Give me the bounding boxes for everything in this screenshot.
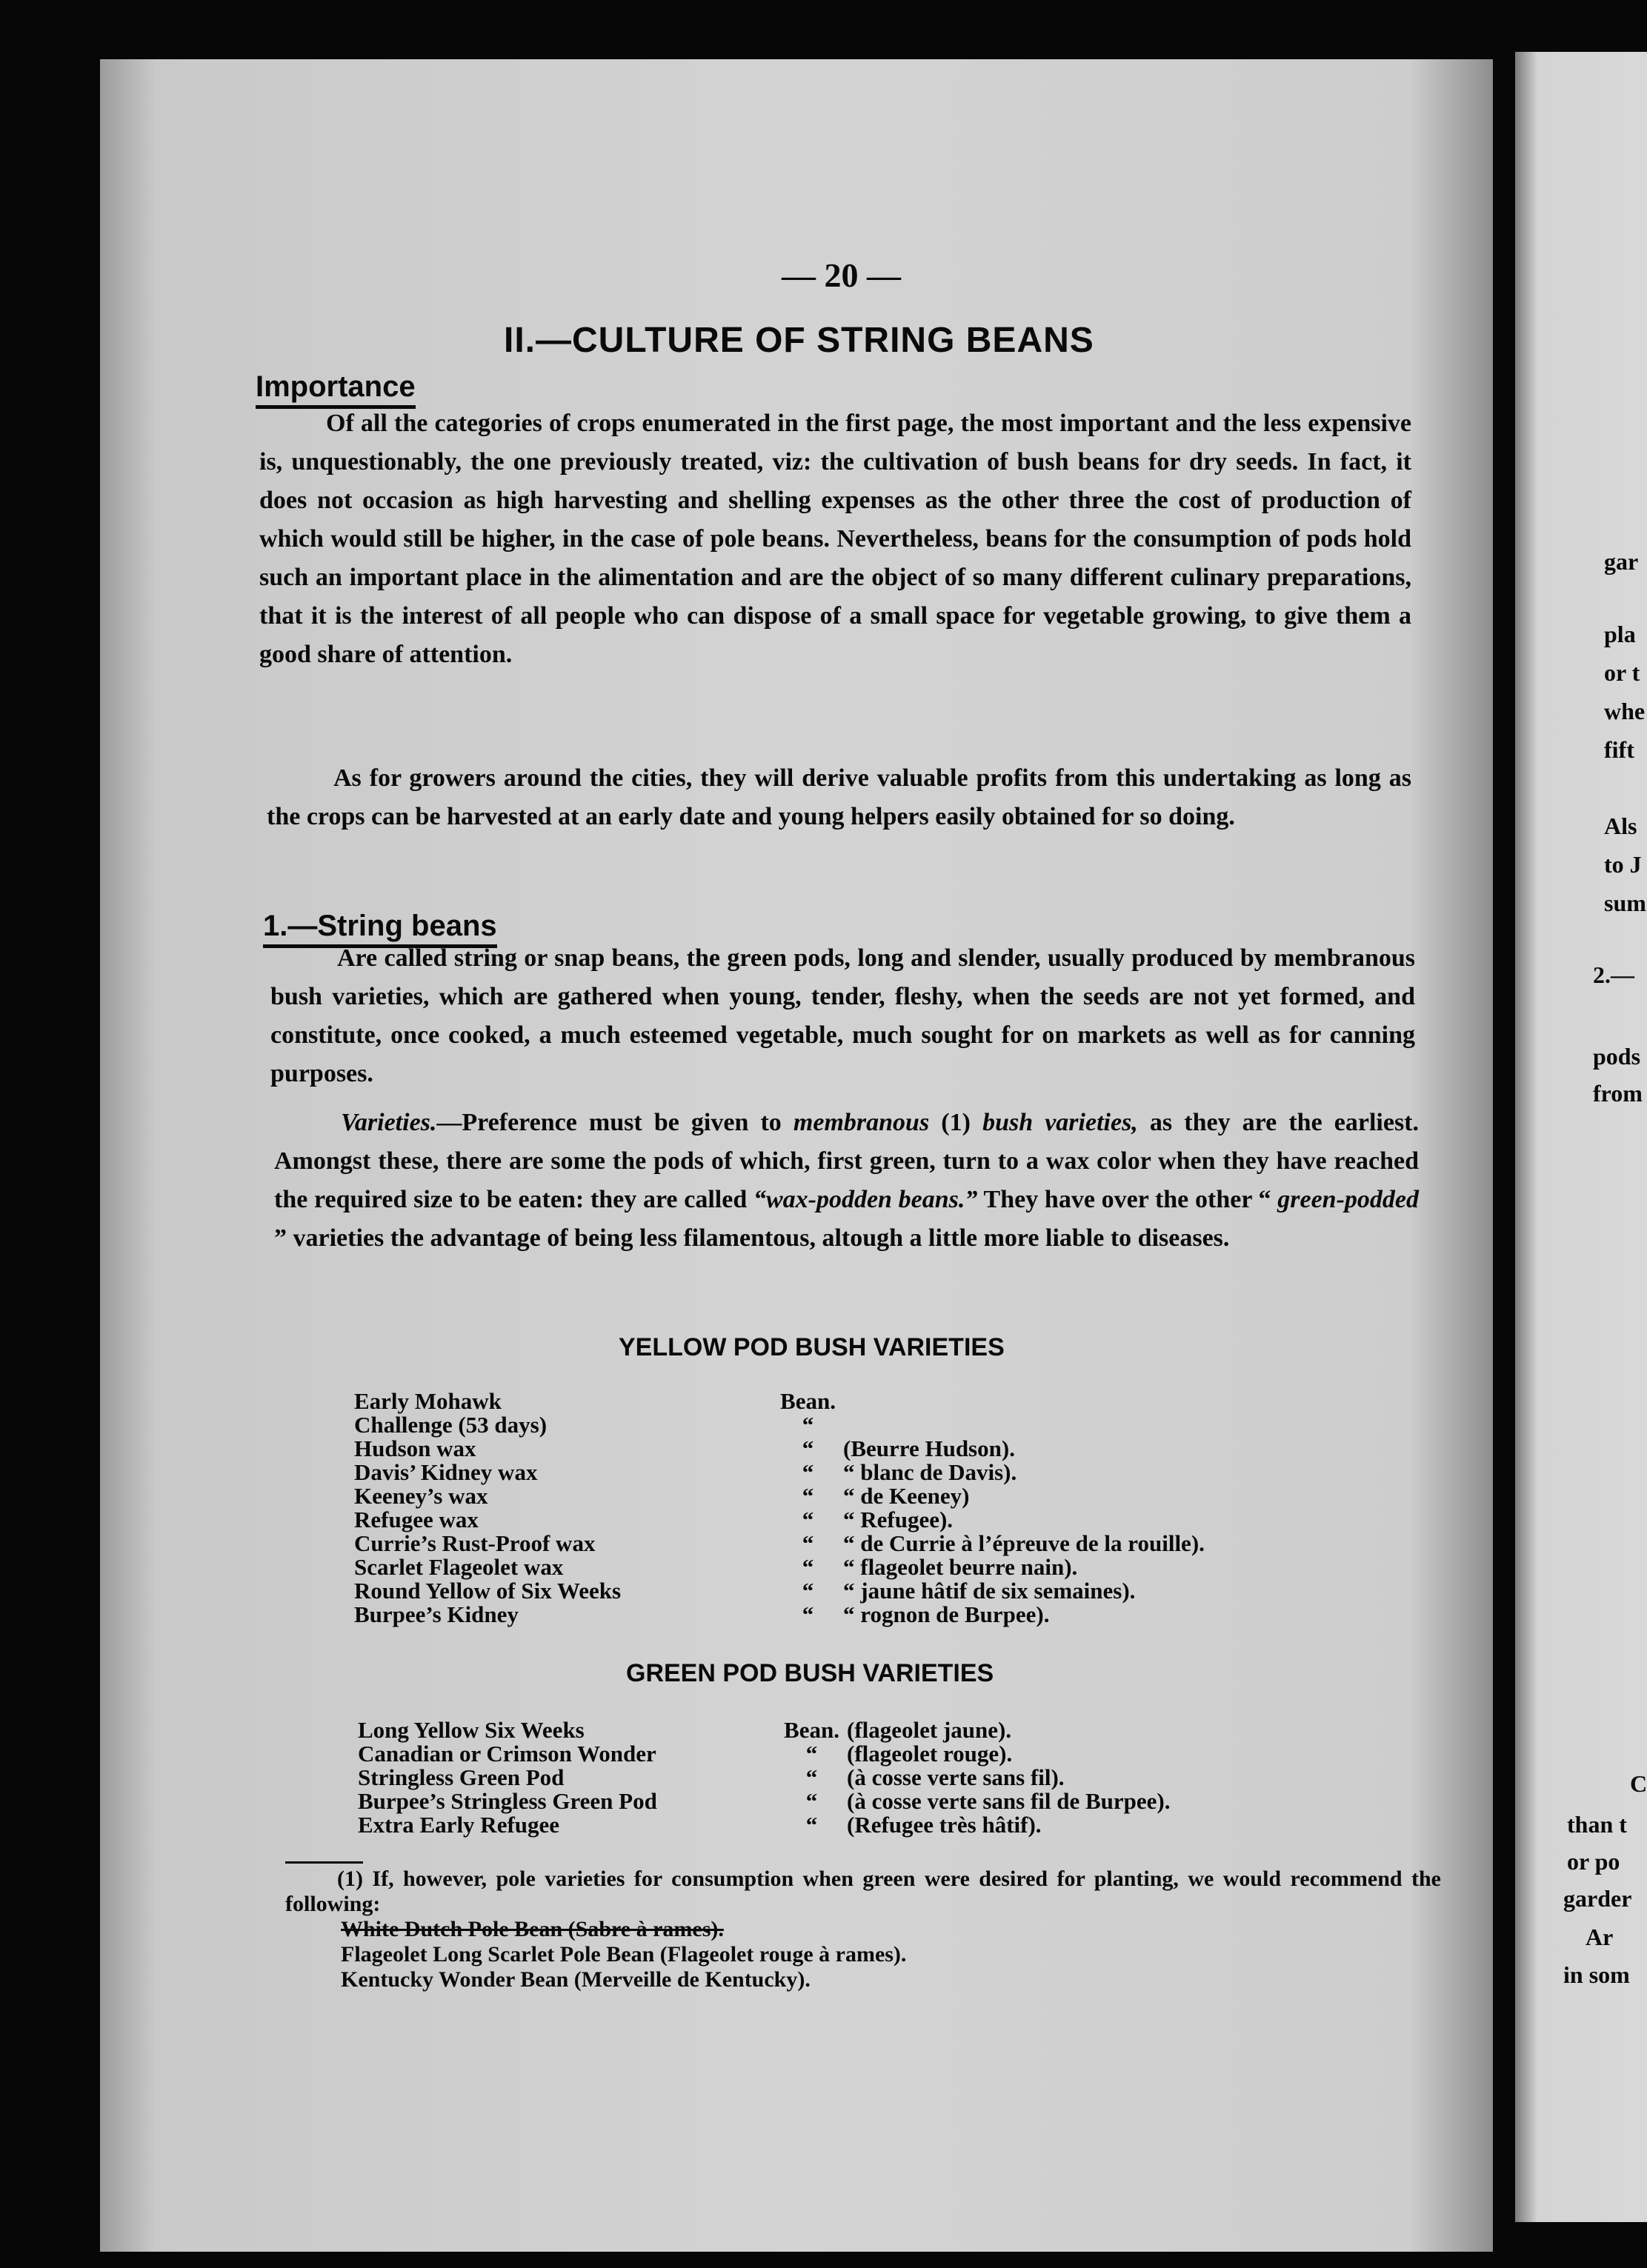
green-varieties-list <box>358 1718 1171 1837</box>
variety-name: Long Yellow Six Weeks <box>358 1717 585 1743</box>
variety-row <box>354 1555 1205 1579</box>
variety-row <box>358 1718 1171 1742</box>
variety-name: Round Yellow of Six Weeks <box>354 1578 622 1604</box>
variety-french-name: (Refugee très hâtif). <box>847 1812 1042 1838</box>
variety-suffix: “ <box>802 1412 814 1438</box>
variety-suffix: “ <box>805 1812 818 1838</box>
facing-page-fragment: sum <box>1604 890 1646 916</box>
variety-french-name: “ rognon de Burpee). <box>843 1601 1050 1627</box>
variety-name: Early Mohawk <box>354 1388 502 1414</box>
variety-suffix: “ <box>802 1601 814 1627</box>
varieties-emphasis: membranous <box>793 1109 930 1136</box>
variety-suffix: Bean. <box>780 1388 836 1414</box>
facing-page-fragment: 2.— <box>1593 961 1634 988</box>
variety-row <box>354 1532 1205 1555</box>
facing-page-fragment: Ar <box>1586 1924 1614 1950</box>
variety-name: Burpee’s Kidney <box>354 1601 519 1627</box>
facing-page-fragment: than t <box>1567 1811 1627 1838</box>
variety-name: Challenge (53 days) <box>354 1412 548 1438</box>
variety-name: Stringless Green Pod <box>358 1764 565 1790</box>
footnote-item: White Dutch Pole Bean (Sabre à rames). <box>341 1917 724 1941</box>
variety-suffix: Bean. <box>784 1717 839 1743</box>
varieties-paragraph <box>274 1104 1419 1258</box>
variety-suffix: “ <box>802 1435 814 1461</box>
facing-page-fragment: Als <box>1604 813 1637 839</box>
section-heading-importance: Importance <box>256 370 416 409</box>
variety-name: Scarlet Flageolet wax <box>354 1554 564 1580</box>
variety-suffix: “ <box>802 1578 814 1604</box>
facing-page-fragment: garder <box>1563 1885 1632 1912</box>
facing-page-fragment: from <box>1593 1080 1643 1107</box>
green-varieties-heading: GREEN POD BUSH VARIETIES <box>626 1659 994 1687</box>
variety-row <box>354 1437 1205 1461</box>
facing-page-fragment: in som <box>1563 1961 1630 1988</box>
varieties-text: They have over the other “ <box>977 1186 1278 1213</box>
variety-row <box>354 1484 1205 1508</box>
variety-name: Burpee’s Stringless Green Pod <box>358 1788 657 1814</box>
importance-paragraph-1: Of all the categories of crops enumerated in the first page, the most important and the less expensive is, unquestionably, the one previously treated, viz: the cultivation of bush beans for dry seeds. In fact, it does not occasion as high harvesting and shelling expenses as the other three the cost of production of which would still be higher, in the case of pole beans. Nevertheless, beans for the consumption of pods hold such an important place in the alimentation and are the object of so many different culinary preparations, that it is the interest of all people who can dispose of a small space for vegetable growing, to give them a good share of attention. <box>259 410 1411 668</box>
variety-row <box>354 1461 1205 1484</box>
yellow-varieties-heading: YELLOW POD BUSH VARIETIES <box>619 1333 1005 1361</box>
page-number: — 20 — <box>782 256 901 294</box>
footnote-item: Flageolet Long Scarlet Pole Bean (Flageolet rouge à rames). <box>341 1942 907 1967</box>
variety-name: Extra Early Refugee <box>358 1812 560 1838</box>
variety-row <box>358 1742 1171 1766</box>
variety-name: Davis’ Kidney wax <box>354 1459 538 1485</box>
footnote-intro: (1) If, however, pole varieties for consumption when green were desired for planting, we would recommend the following: <box>285 1867 1441 1916</box>
facing-page-fragment: fift <box>1604 736 1634 763</box>
variety-suffix: “ <box>805 1764 818 1790</box>
variety-french-name: (à cosse verte sans fil). <box>847 1764 1065 1790</box>
variety-name: Canadian or Crimson Wonder <box>358 1741 656 1767</box>
variety-french-name: (flageolet rouge). <box>847 1741 1013 1767</box>
yellow-varieties-list <box>354 1390 1205 1627</box>
variety-suffix: “ <box>802 1530 814 1556</box>
importance-paragraph-2: As for growers around the cities, they will derive valuable profits from this undertaking as long as the crops can be harvested at an early date and young helpers easily obtained for so doing. <box>267 764 1411 830</box>
variety-french-name: “ jaune hâtif de six semaines). <box>843 1578 1136 1604</box>
section-heading-string-beans: 1.—String beans <box>263 910 497 948</box>
variety-row <box>354 1508 1205 1532</box>
string-beans-paragraph: Are called string or snap beans, the green pods, long and slender, usually produced by membranous bush varieties, which are gathered when young, tender, fleshy, when the seeds are not yet formed, and constitute, once cooked, a much esteemed vegetable, much sought for on markets as well as for canning purposes. <box>270 944 1415 1087</box>
footnote-item: Kentucky Wonder Bean (Merveille de Kentucky). <box>341 1967 811 1992</box>
varieties-text: (1) <box>929 1109 983 1136</box>
facing-page-fragment: to J <box>1604 851 1642 878</box>
variety-french-name: “ Refugee). <box>843 1507 954 1532</box>
variety-french-name: (flageolet jaune). <box>847 1717 1012 1743</box>
varieties-text: —Preference must be given to <box>436 1109 793 1136</box>
variety-suffix: “ <box>802 1554 814 1580</box>
facing-page-fragment: gar <box>1604 548 1639 575</box>
variety-suffix: “ <box>805 1788 818 1814</box>
facing-page-fragment: or t <box>1604 659 1640 686</box>
variety-french-name: (Beurre Hudson). <box>843 1435 1015 1461</box>
variety-row <box>358 1766 1171 1790</box>
variety-name: Keeney’s wax <box>354 1483 488 1509</box>
variety-row <box>358 1790 1171 1813</box>
variety-french-name: “ de Currie à l’épreuve de la rouille). <box>843 1530 1205 1556</box>
variety-name: Hudson wax <box>354 1435 476 1461</box>
variety-name: Currie’s Rust-Proof wax <box>354 1530 596 1556</box>
varieties-emphasis: bush varieties, <box>982 1109 1138 1136</box>
facing-page-fragment: pods <box>1593 1043 1641 1070</box>
variety-row <box>354 1603 1205 1627</box>
facing-page-fragment: whe <box>1604 698 1646 724</box>
variety-name: Refugee wax <box>354 1507 479 1532</box>
varieties-emphasis: green-podded <box>1277 1186 1420 1213</box>
varieties-text: ” varieties the advantage of being less filamentous, altough a little more liable to diseases. <box>274 1224 1230 1252</box>
variety-suffix: “ <box>802 1483 814 1509</box>
footnote-rule <box>285 1861 363 1864</box>
variety-row <box>354 1413 1205 1437</box>
facing-page-fragment: C <box>1630 1770 1647 1797</box>
variety-french-name: “ blanc de Davis). <box>843 1459 1017 1485</box>
facing-page-fragment: or po <box>1567 1848 1620 1875</box>
facing-page-fragment: pla <box>1604 621 1636 647</box>
chapter-title: II.—CULTURE OF STRING BEANS <box>504 321 1094 360</box>
variety-french-name: “ de Keeney) <box>843 1483 970 1509</box>
variety-french-name: “ flageolet beurre nain). <box>843 1554 1078 1580</box>
variety-suffix: “ <box>805 1741 818 1767</box>
varieties-text: as they are the earliest. Amongst these, there are some the pods of which, first green, turn to a wax color when they have reached the required size to be eaten: they are called <box>274 1109 1419 1213</box>
variety-row <box>358 1813 1171 1837</box>
variety-suffix: “ <box>802 1507 814 1532</box>
variety-french-name: (à cosse verte sans fil de Burpee). <box>847 1788 1171 1814</box>
varieties-emphasis: “wax-podden beans.” <box>753 1186 978 1213</box>
varieties-label: Varieties. <box>341 1109 437 1136</box>
variety-row <box>354 1390 1205 1413</box>
variety-suffix: “ <box>802 1459 814 1485</box>
variety-row <box>354 1579 1205 1603</box>
footnote <box>285 1867 1441 1992</box>
